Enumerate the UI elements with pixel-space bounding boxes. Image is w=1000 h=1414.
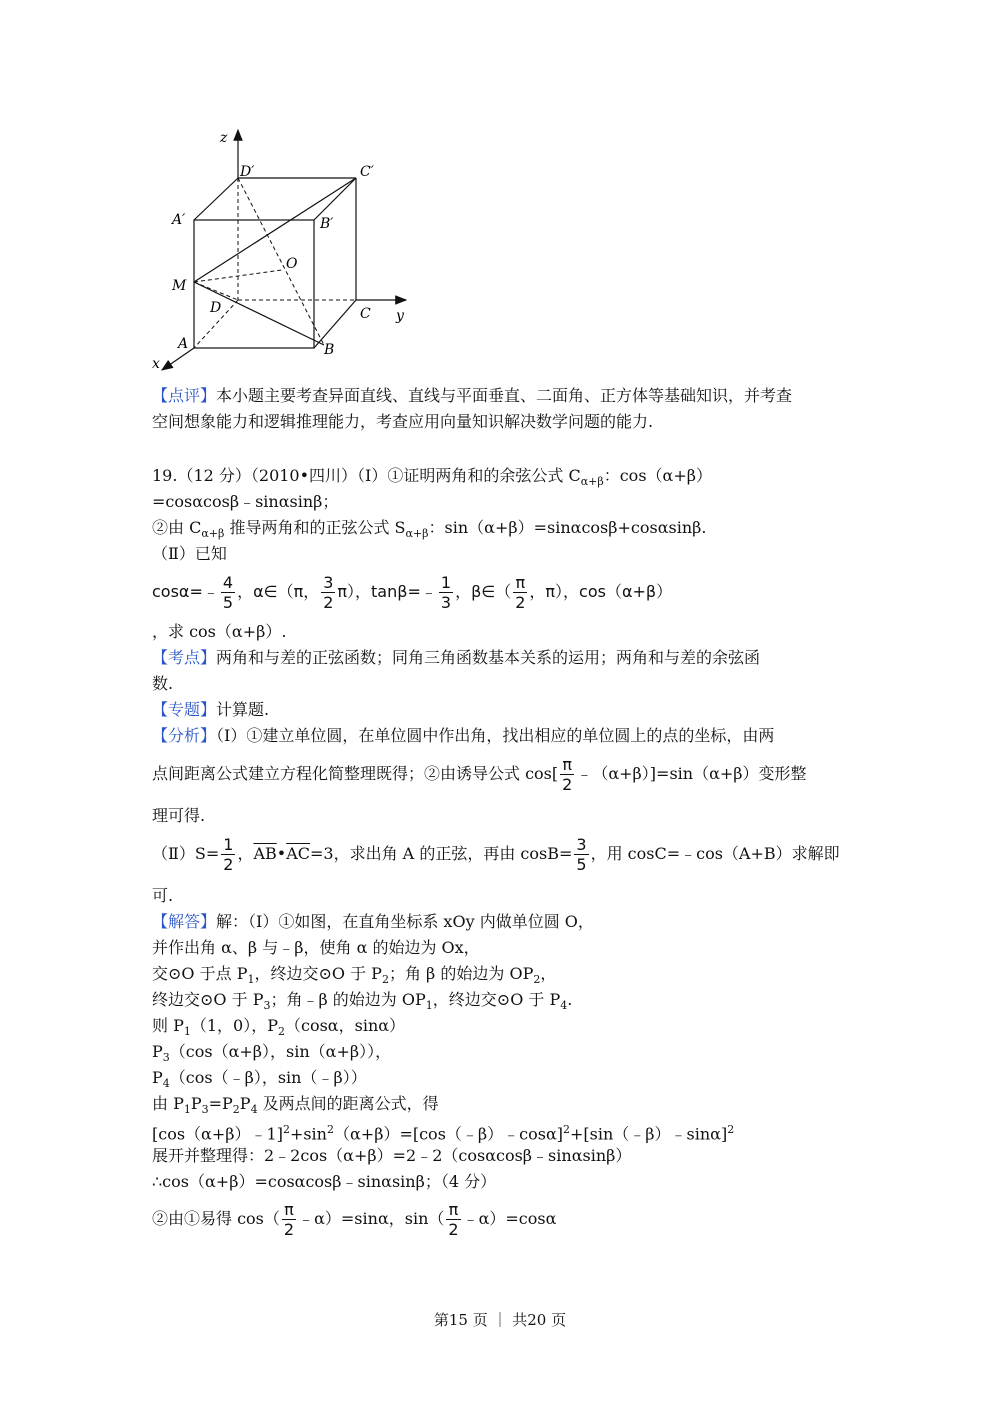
jieda-9-p2: 2 [326, 1123, 334, 1136]
label-Dp: D′ [240, 164, 255, 180]
jieda-7-s1: 4 [162, 1077, 170, 1091]
frac-num: 4 [222, 573, 234, 592]
q19-given [152, 570, 672, 614]
jieda-8-b: P [190, 1094, 202, 1113]
fenxi-line-4-d: ，用 cosC=﹣cos（A+B）求解即 [590, 844, 840, 863]
q19-line-6 [152, 621, 286, 643]
jieda-line-11 [152, 1171, 496, 1193]
frac-pi-2 [560, 755, 574, 794]
jieda-line-3 [152, 963, 556, 991]
jieda-8-s1: 1 [183, 1103, 191, 1117]
jieda-line-5 [152, 1015, 405, 1043]
jieda-9-b: +sin [289, 1124, 327, 1144]
jieda-3-s2: 2 [381, 973, 389, 987]
jieda-8-s4: 4 [250, 1103, 258, 1117]
frac-den: 2 [448, 1220, 459, 1239]
jieda-text-11: ∴cos（α+β）=cosαcosβ﹣sinαsinβ；（4 分） [152, 1172, 497, 1191]
comment-line-2 [152, 411, 653, 433]
vector-ab: $\overline{AB}$ [253, 844, 277, 863]
frac-3-5 [574, 835, 588, 874]
jieda-9-p1: 2 [282, 1123, 290, 1136]
jieda-3-b: ，终边交⊙O 于 P [254, 964, 382, 983]
jieda-text-10: 展开并整理得：2﹣2cos（α+β）=2﹣2（cosαcosβ﹣sinαsinβ） [152, 1146, 632, 1165]
frac-den: 2 [323, 593, 334, 612]
kaodian-tag: 【考点】 [152, 648, 217, 667]
label-O: O [286, 256, 298, 272]
q19-line-2 [152, 491, 338, 513]
label-D: D [210, 300, 222, 316]
fenxi-text-1: （Ⅰ）①建立单位圆，在单位圆中作出角，找出相应的单位圆上的点的坐标，由两 [216, 726, 775, 745]
kaodian-line-2 [152, 673, 173, 695]
jieda-8-s2: 3 [201, 1103, 209, 1117]
q19-line-3 [152, 517, 707, 545]
label-M: M [172, 278, 187, 294]
jieda-line-6 [152, 1041, 391, 1069]
label-C: C [360, 306, 371, 322]
label-Cp: C′ [360, 164, 374, 180]
given-p5: ，π），cos（α+β） [529, 582, 673, 601]
jieda-8-s3: 2 [232, 1103, 240, 1117]
given-p2: ，α∈（π， [237, 582, 320, 601]
jieda-line-12 [152, 1197, 556, 1241]
label-y: y [396, 308, 404, 324]
label-z: z [220, 130, 228, 146]
label-B: B [324, 342, 335, 358]
frac-num: 1 [440, 573, 452, 592]
jieda-7-a: P [152, 1068, 163, 1087]
jieda-line-10 [152, 1145, 631, 1167]
jieda-9-c: （α+β）=[cos（﹣β）﹣cosα] [333, 1124, 564, 1144]
q19-line-4 [152, 543, 227, 565]
jieda-4-s1: 3 [263, 999, 271, 1013]
fenxi-text-3: 理可得. [152, 806, 206, 825]
label-x: x [152, 356, 160, 372]
vector-ac: $\overline{AC}$ [286, 844, 310, 863]
frac-den: 2 [515, 593, 526, 612]
jieda-line-8 [152, 1093, 439, 1121]
label-A: A [178, 336, 189, 352]
page-footer [0, 1309, 1000, 1330]
jieda-3-a: 交⊙O 于点 P [152, 964, 248, 983]
kaodian-text-1: 两角和与差的正弦函数；同角三角函数基本关系的运用；两角和与差的余弦函 [216, 648, 761, 667]
jieda-3-s1: 1 [247, 973, 255, 987]
q19-line-4-text: （Ⅱ）已知 [152, 544, 227, 563]
frac-den: 2 [283, 1220, 295, 1239]
jieda-6-s1: 3 [162, 1051, 170, 1065]
jieda-line-7 [152, 1067, 367, 1095]
frac-den: 5 [576, 855, 587, 874]
frac-num: 1 [223, 835, 234, 854]
given-p3: π），tanβ=﹣ [337, 582, 437, 601]
comment-tag: 【点评】 [152, 386, 217, 405]
page-number: 第15 页 ｜ 共20 页 [433, 1311, 567, 1329]
fenxi-line-4 [152, 832, 840, 876]
frac-pi-2 [446, 1200, 460, 1239]
q19-line-3-sub1: α+β [201, 527, 225, 541]
jieda-5-c: （cosα，sinα） [285, 1016, 406, 1035]
jieda-4-a: 终边交⊙O 于 P [152, 990, 264, 1009]
kaodian-text-2: 数. [152, 674, 174, 693]
jieda-9-d: +[sin（﹣β）﹣sinα] [570, 1124, 728, 1144]
zhuanti-tag: 【专题】 [152, 700, 217, 719]
frac-den: 5 [222, 593, 234, 612]
q19-head-prefix: 19.（12 分）（2010•四川）（Ⅰ）①证明两角和的余弦公式 C [152, 466, 581, 485]
cube-figure [140, 120, 440, 380]
frac-1-2 [221, 835, 235, 874]
jieda-4-d: . [567, 990, 573, 1009]
given-p1: cosα=﹣ [152, 582, 219, 601]
frac-num: 3 [323, 573, 334, 592]
fenxi-line-4-a: （Ⅱ）S= [152, 844, 220, 863]
q19-head-suffix: ：cos（α+β） [603, 466, 712, 485]
fenxi-line-4-c: =3，求出角 A 的正弦，再由 cosB= [310, 844, 573, 863]
jieda-5-b: （1，0），P [190, 1016, 278, 1035]
frac-num: π [560, 755, 574, 775]
frac-den: 2 [562, 775, 573, 794]
jieda-12-c: ﹣α）=cosα [462, 1209, 557, 1228]
jieda-3-c: ；角 β 的始边为 OP [388, 964, 534, 983]
jieda-5-s1: 1 [183, 1025, 191, 1039]
q19-line-3-c: ：sin（α+β）=sinαcosβ+cosαsinβ. [428, 518, 707, 537]
label-Ap: A′ [172, 212, 186, 228]
q19-line-3-a: ②由 C [152, 518, 202, 537]
jieda-4-c: ，终边交⊙O 于 P [432, 990, 561, 1009]
jieda-line-1 [152, 911, 594, 933]
q19-head-sub: α+β [580, 475, 604, 489]
jieda-text-2: 并作出角 α、β 与﹣β，使角 α 的始边为 Ox， [152, 938, 480, 957]
frac-den: 2 [223, 855, 234, 874]
frac-den: 3 [440, 593, 452, 612]
jieda-line-4 [152, 989, 572, 1017]
jieda-7-b: （cos（﹣β），sin（﹣β）） [169, 1068, 367, 1087]
q19-line-3-b: 推导两角和的正弦公式 S [224, 518, 406, 537]
jieda-4-b: ；角﹣β 的始边为 OP [270, 990, 426, 1009]
q19-head [152, 465, 712, 493]
comment-text-1: 本小题主要考查异面直线、直线与平面垂直、二面角、正方体等基础知识，并考查 [216, 386, 793, 405]
comment-line-1 [152, 385, 792, 407]
jieda-3-s3: 2 [533, 973, 541, 987]
jieda-9-p4: 2 [727, 1123, 735, 1136]
jieda-4-s3: 4 [560, 999, 568, 1013]
jieda-4-s2: 1 [425, 999, 433, 1013]
frac-num: π [513, 573, 527, 593]
jieda-8-e: 及两点间的距离公式，得 [257, 1094, 439, 1113]
frac-pi-2 [513, 573, 527, 612]
fenxi-line-3 [152, 805, 205, 827]
jieda-8-a: 由 P [152, 1094, 184, 1113]
fenxi-line-4-b: ， [237, 844, 254, 863]
jieda-12-b: ﹣α）=sinα，sin（ [298, 1209, 445, 1228]
jieda-5-s2: 2 [278, 1025, 285, 1039]
jieda-line-2 [152, 937, 480, 959]
jieda-9-p3: 2 [563, 1123, 571, 1136]
jieda-tag: 【解答】 [152, 912, 217, 931]
given-p4: ，β∈（ [455, 582, 512, 601]
frac-pi-2 [282, 1200, 296, 1239]
jieda-5-a: 则 P [152, 1016, 184, 1035]
label-Bp: B′ [320, 216, 334, 232]
fenxi-text-5: 可. [152, 886, 174, 905]
fenxi-line-2-a: 点间距离公式建立方程化简整理既得；②由诱导公式 cos[ [152, 764, 559, 783]
frac-num: π [282, 1200, 296, 1220]
frac-4-5 [221, 573, 235, 612]
frac-num: π [446, 1200, 460, 1220]
jieda-3-d: ， [540, 964, 557, 983]
q19-line-2-text: =cosαcosβ﹣sinαsinβ； [152, 492, 339, 511]
zhuanti-text: 计算题. [216, 700, 270, 719]
dot-operator: • [276, 844, 287, 863]
jieda-12-a: ②由①易得 cos（ [152, 1209, 280, 1228]
frac-3-2 [321, 573, 335, 612]
jieda-8-c: =P [208, 1094, 233, 1113]
fenxi-line-2 [152, 752, 807, 796]
jieda-line-9 [152, 1119, 734, 1145]
q19-line-3-sub2: α+β [405, 527, 429, 541]
kaodian-line-1 [152, 647, 760, 669]
fenxi-line-1 [152, 725, 774, 747]
frac-1-3 [439, 573, 453, 612]
jieda-text-1: 解：（Ⅰ）①如图，在直角坐标系 xOy 内做单位圆 O， [216, 912, 594, 931]
fenxi-tag: 【分析】 [152, 726, 217, 745]
jieda-8-d: P [239, 1094, 251, 1113]
comment-text-2: 空间想象能力和逻辑推理能力，考查应用向量知识解决数学问题的能力. [152, 412, 654, 431]
jieda-6-b: （cos（α+β），sin（α+β））， [169, 1042, 392, 1061]
jieda-6-a: P [152, 1042, 163, 1061]
q19-line-6-text: ，求 cos（α+β）. [152, 622, 287, 641]
frac-num: 3 [576, 835, 587, 854]
jieda-9-a: [cos（α+β）﹣1] [152, 1124, 283, 1144]
zhuanti-line [152, 699, 269, 721]
fenxi-line-5 [152, 885, 173, 907]
fenxi-line-2-b: ﹣（α+β）]=sin（α+β）变形整 [576, 764, 807, 783]
